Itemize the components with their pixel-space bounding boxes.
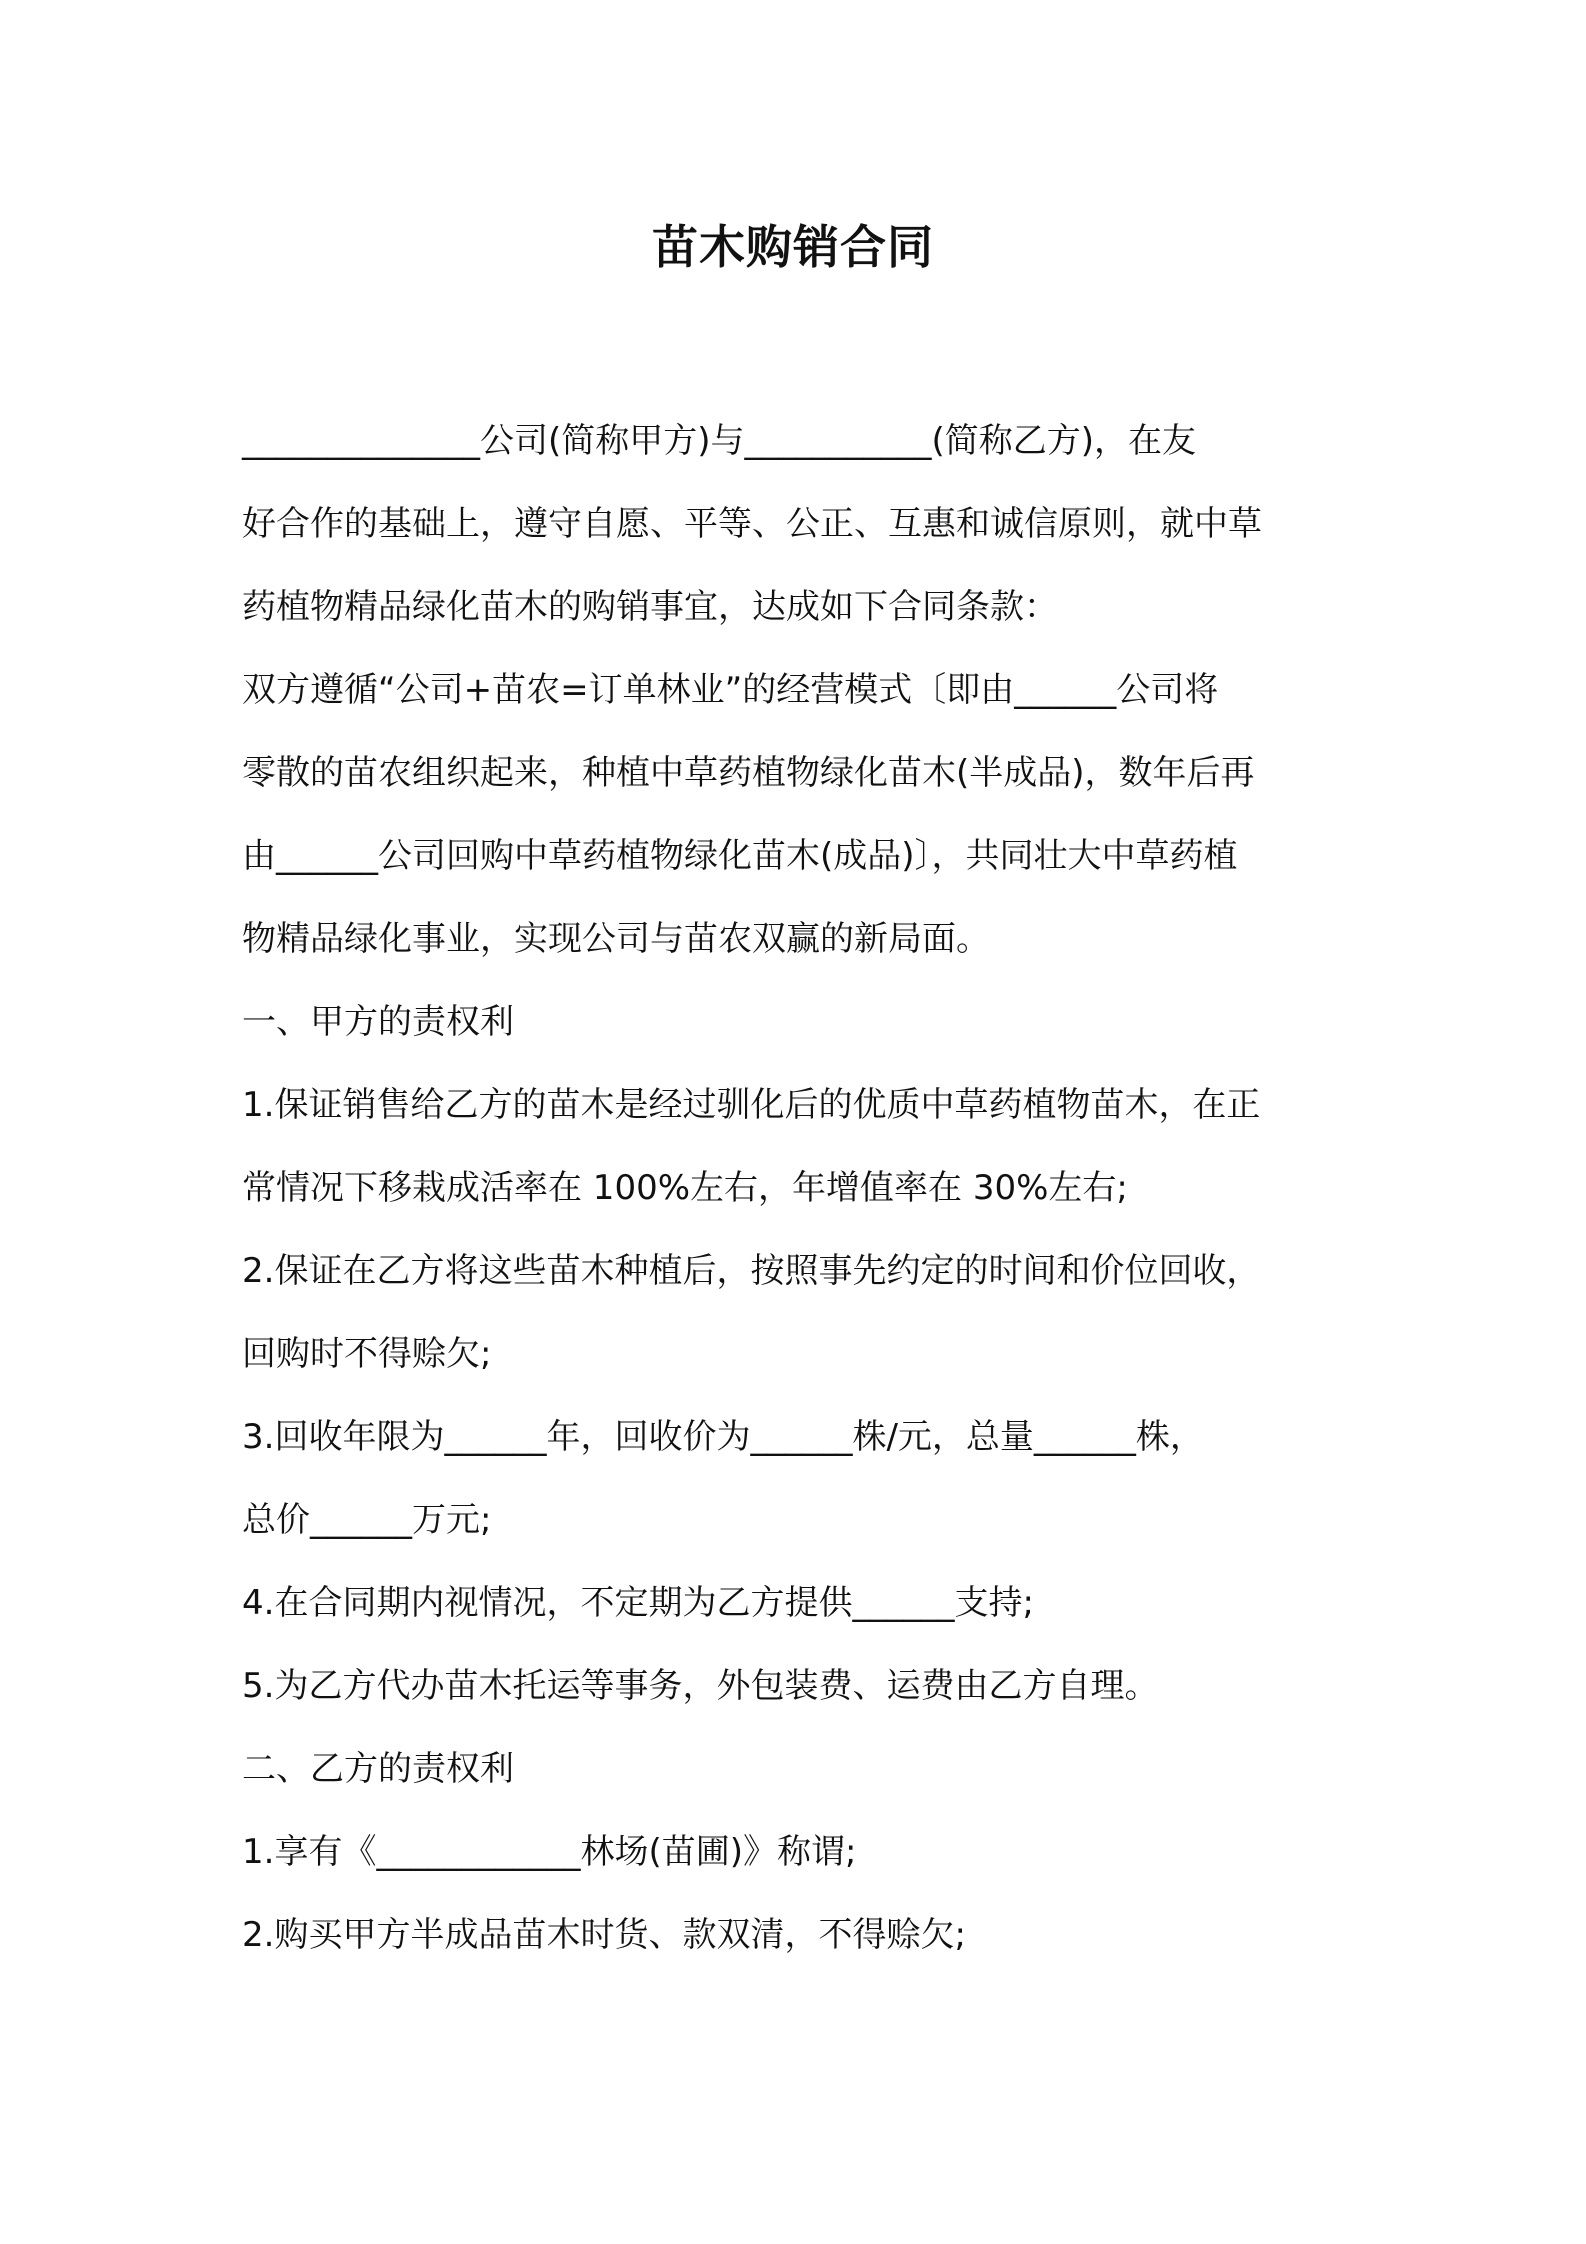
intro-line-3: 药植物精品绿化苗木的购销事宜，达成如下合同条款： (242, 587, 1058, 627)
party-b-clause-1: 1.享有《____________林场(苗圃)》称谓; (242, 1832, 857, 1872)
party-a-clause-5: 5.为乙方代办苗木托运等事务，外包装费、运费由乙方自理。 (242, 1666, 1159, 1706)
intro-line-2: 好合作的基础上，遵守自愿、平等、公正、互惠和诚信原则，就中草 (242, 504, 1262, 544)
document-body (242, 400, 1357, 1977)
party-a-clause-4: 4.在合同期内视情况，不定期为乙方提供______支持; (242, 1583, 1034, 1623)
intro-line-1: ______________公司(简称甲方)与___________(简称乙方)，在友 (242, 421, 1197, 461)
party-a-clause-1-line-1: 1.保证销售给乙方的苗木是经过驯化后的优质中草药植物苗木，在正 (242, 1085, 1261, 1125)
model-line-4: 物精品绿化事业，实现公司与苗农双赢的新局面。 (242, 919, 990, 959)
party-a-clause-2-line-2: 回购时不得赊欠; (242, 1334, 492, 1374)
document-title: 苗木购销合同 (652, 220, 934, 274)
model-line-1: 双方遵循“公司+苗农=订单林业”的经营模式〔即由______公司将 (242, 670, 1219, 710)
party-b-clause-2: 2.购买甲方半成品苗木时货、款双清，不得赊欠; (242, 1915, 966, 1955)
section-heading-party-a: 一、甲方的责权利 (242, 1002, 514, 1042)
party-a-clause-1-line-2: 常情况下移栽成活率在 100%左右，年增值率在 30%左右; (242, 1168, 1128, 1208)
model-line-2: 零散的苗农组织起来，种植中草药植物绿化苗木(半成品)，数年后再 (242, 753, 1255, 793)
party-a-clause-3-line-2: 总价______万元; (242, 1500, 492, 1540)
party-a-clause-3-line-1: 3.回收年限为______年，回收价为______株/元，总量______株， (242, 1417, 1204, 1457)
section-heading-party-b: 二、乙方的责权利 (242, 1749, 514, 1789)
model-line-3: 由______公司回购中草药植物绿化苗木(成品)〕，共同壮大中草药植 (242, 836, 1238, 876)
party-a-clause-2-line-1: 2.保证在乙方将这些苗木种植后，按照事先约定的时间和价位回收， (242, 1251, 1261, 1291)
